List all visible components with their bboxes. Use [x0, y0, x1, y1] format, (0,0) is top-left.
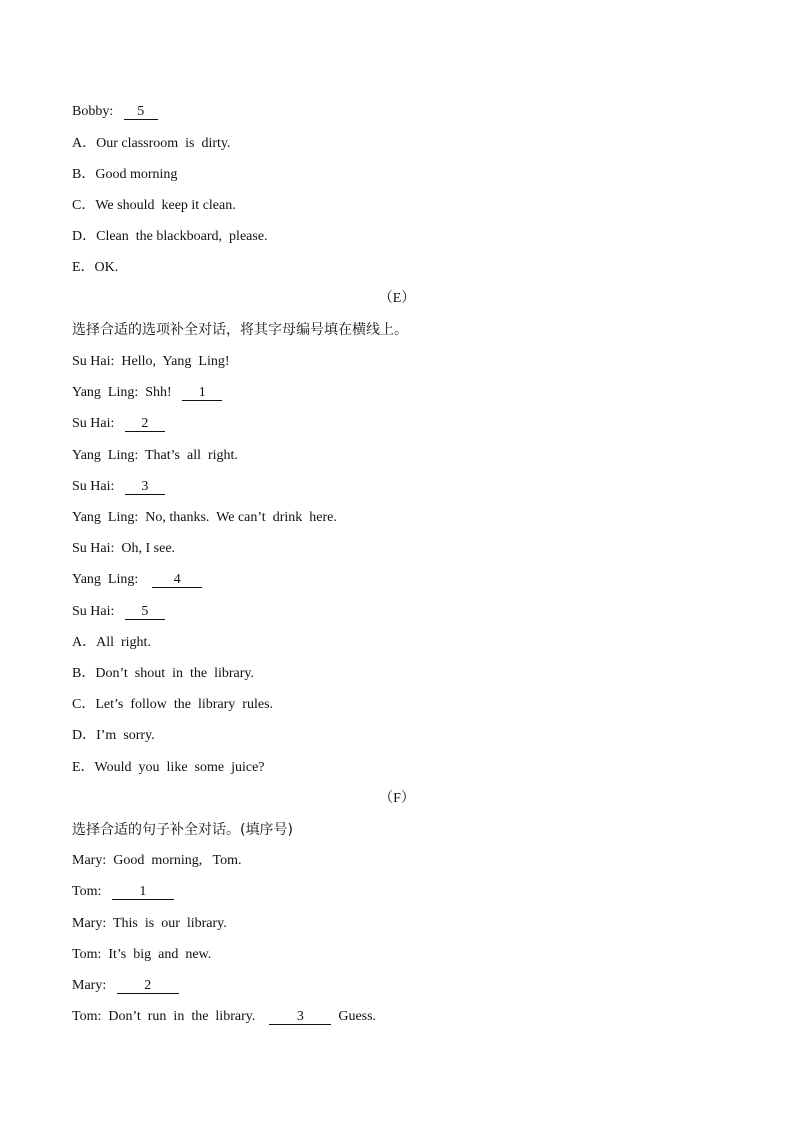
dialogue-line [72, 977, 179, 995]
dialogue-line: Mary: This is our library. [72, 916, 227, 931]
answer-blank[interactable]: 2 [125, 417, 165, 432]
dialogue-line: Mary: Good morning, Tom. [72, 853, 242, 868]
dialogue-line [72, 384, 222, 402]
option-a: A．All right. [72, 635, 151, 650]
dialogue-text: Su Hai: [72, 604, 115, 619]
option-c: C．Let’s follow the library rules. [72, 697, 274, 712]
option-d: D．Clean the blackboard, please. [72, 229, 268, 244]
dialogue-line [72, 603, 165, 621]
option-d: D．I’m sorry. [72, 728, 155, 743]
dialogue-text: Guess. [338, 1009, 377, 1024]
answer-blank[interactable]: 5 [124, 105, 158, 120]
dialogue-line [72, 415, 165, 433]
section-e-instruction: 选择合适的选项补全对话，将其字母编号填在横线上。 [72, 322, 408, 338]
dialogue-line [72, 1008, 376, 1026]
dialogue-text: Tom: Don’t run in the library. [72, 1009, 256, 1024]
answer-blank[interactable]: 3 [125, 480, 165, 495]
dialogue-line [72, 571, 202, 589]
dialogue-text: Su Hai: [72, 416, 115, 431]
answer-blank[interactable]: 1 [182, 386, 222, 401]
dialogue-line: Yang Ling: That’s all right. [72, 448, 238, 463]
answer-blank[interactable]: 1 [112, 885, 174, 900]
dialogue-line: Su Hai: Oh, I see. [72, 541, 176, 556]
dialogue-line [72, 478, 165, 496]
dialogue-line: Tom: It’s big and new. [72, 947, 212, 962]
dialogue-text: Tom: [72, 884, 102, 899]
answer-blank[interactable]: 2 [117, 979, 179, 994]
option-b: B．Good morning [72, 167, 178, 182]
speaker-label: Bobby: [72, 104, 114, 119]
section-e-label: （E） [378, 291, 416, 306]
dialogue-line [72, 883, 174, 901]
dialogue-text: Yang Ling: [72, 572, 139, 587]
answer-blank[interactable]: 3 [269, 1010, 331, 1025]
dialogue-text: Mary: [72, 978, 107, 993]
dialogue-line: Yang Ling: No, thanks. We can’t drink here. [72, 510, 337, 525]
dialogue-line: Su Hai: Hello, Yang Ling! [72, 354, 230, 369]
dialogue-text: Yang Ling: Shh! [72, 385, 172, 400]
option-b: B．Don’t shout in the library. [72, 666, 254, 681]
dialogue-text: Su Hai: [72, 479, 115, 494]
dialogue-line-bobby [72, 103, 158, 121]
section-f-instruction: 选择合适的句子补全对话。(填序号) [72, 822, 293, 838]
section-f-label: （F） [379, 791, 415, 806]
option-e: E．OK. [72, 260, 119, 275]
answer-blank[interactable]: 5 [125, 605, 165, 620]
answer-blank[interactable]: 4 [152, 573, 202, 588]
option-e: E．Would you like some juice? [72, 760, 265, 775]
option-a: A．Our classroom is dirty. [72, 136, 231, 151]
option-c: C．We should keep it clean. [72, 198, 236, 213]
